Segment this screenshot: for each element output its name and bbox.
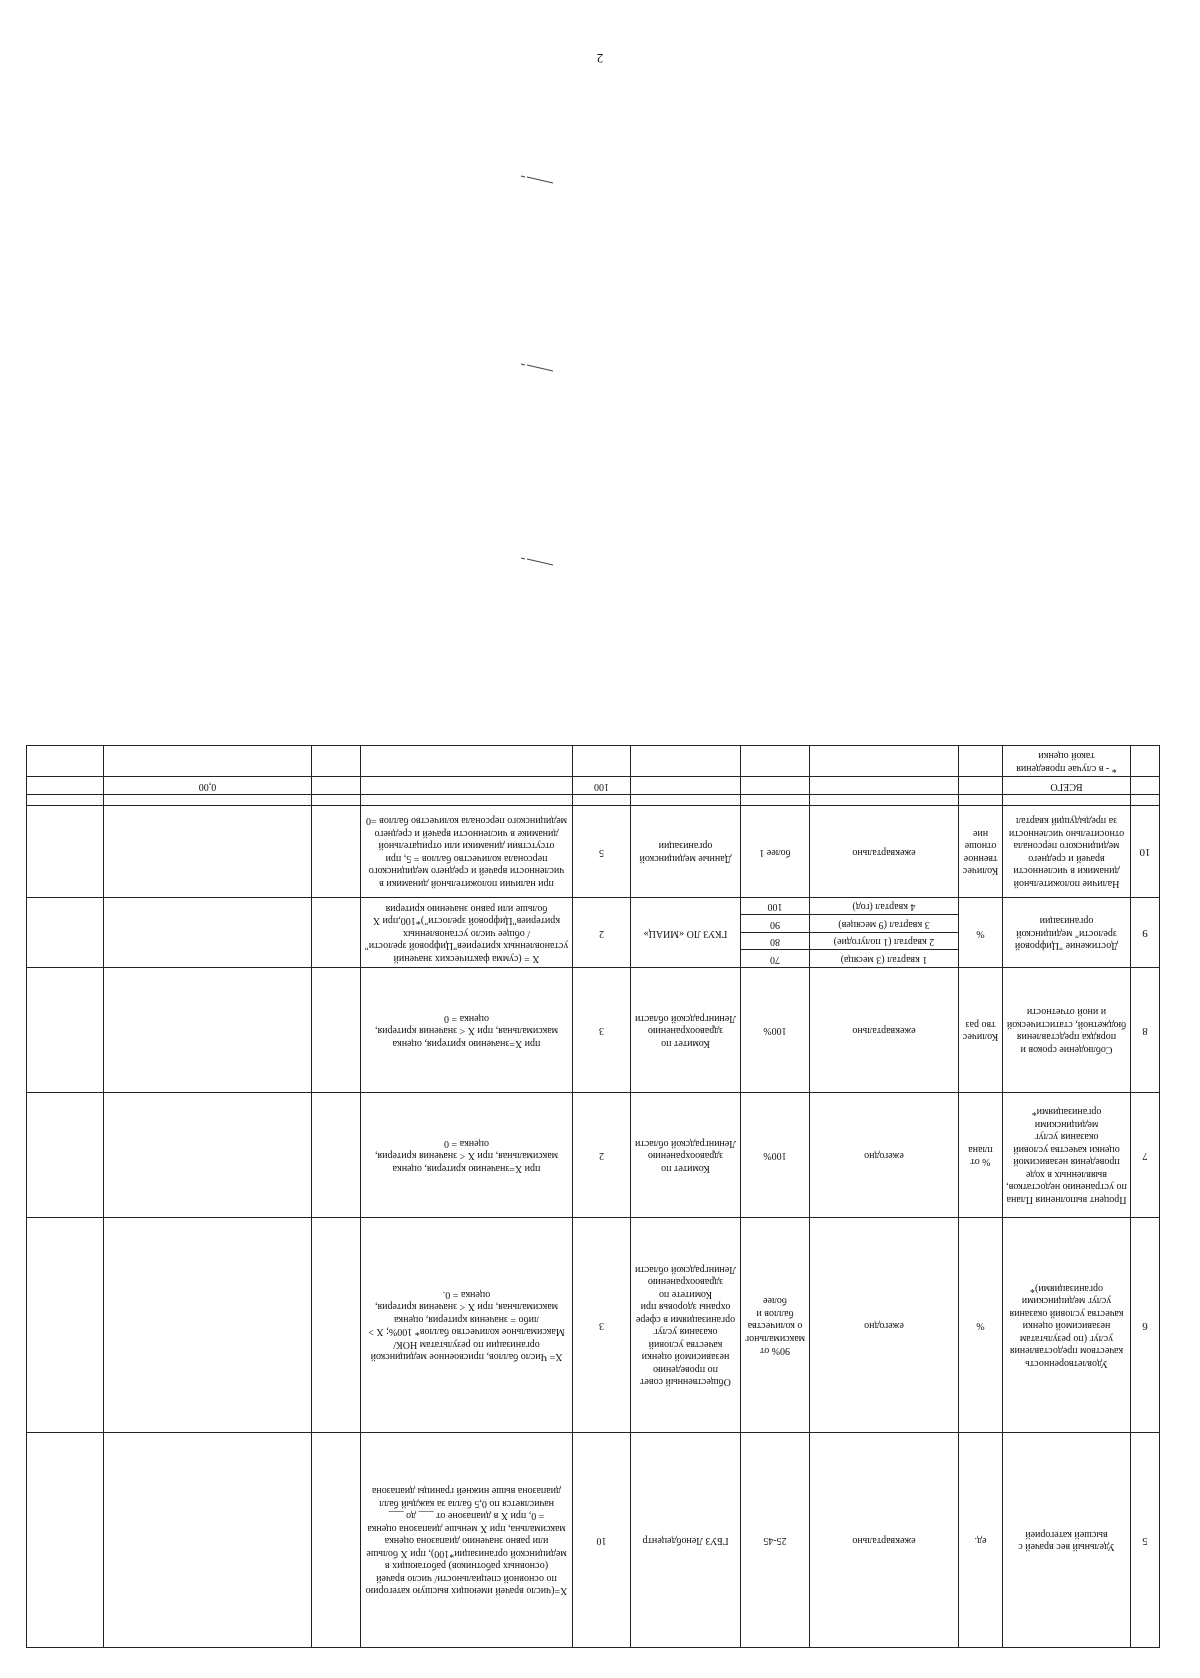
- row-number: 10: [1131, 806, 1160, 898]
- unit-cell: Количество раз: [959, 968, 1003, 1093]
- note-cell: [27, 898, 104, 968]
- actual-value-cell: [312, 1433, 361, 1648]
- max-score-cell: 3: [573, 1218, 631, 1433]
- footnote-row: [27, 746, 1160, 777]
- unit-cell: Количественное отношение: [959, 806, 1003, 898]
- period-cell: ежеквартально: [810, 1433, 959, 1648]
- note-cell: [27, 1093, 104, 1218]
- actual-value-cell: [312, 1218, 361, 1433]
- unit-cell: %: [959, 898, 1003, 968]
- criteria-table: [26, 746, 1160, 1649]
- data-source-cell: Общественный совет по проведению независимой оценки качества условий оказания услуг организациями в сфере охраны здоровья при Комитете по здравоохранению Ленинградской области: [631, 1218, 741, 1433]
- note-cell: [27, 968, 104, 1093]
- total-max-score: 100: [573, 777, 631, 795]
- score-cell: [104, 968, 312, 1093]
- calculation-method-cell: при X=значению критерия, оценка максимальная, при X < значения критерия, оценка = 0: [361, 1093, 573, 1218]
- max-score-cell: 10: [573, 1433, 631, 1648]
- table-row: [27, 795, 1160, 806]
- data-source-cell: Комитет по здравоохранению Ленинградской области: [631, 968, 741, 1093]
- data-source-cell: ГБУЗ Ленобдецентр: [631, 1433, 741, 1648]
- score-cell: [104, 1218, 312, 1433]
- target-value-cell: 100%: [741, 1093, 810, 1218]
- max-score-cell: 3: [573, 968, 631, 1093]
- criterion-name: Удельный вес врачей с высшей категорией: [1003, 1433, 1131, 1648]
- quarter-value: 90: [741, 915, 810, 933]
- table-row: [27, 950, 1160, 968]
- table-row: [27, 1433, 1160, 1648]
- total-score: 0,00: [104, 777, 312, 795]
- max-score-cell: 5: [573, 806, 631, 898]
- data-source-cell: Комитет по здравоохранению Ленинградской области: [631, 1093, 741, 1218]
- actual-value-cell: [312, 806, 361, 898]
- unit-cell: % от плана: [959, 1093, 1003, 1218]
- calculation-method-cell: при X=значению критерия, оценка максимальная, при X < значения критерия, оценка = 0: [361, 968, 573, 1093]
- period-cell: ежеквартально: [810, 968, 959, 1093]
- page-number: 2: [596, 51, 604, 66]
- table-row: [27, 1093, 1160, 1218]
- unit-cell: ед.: [959, 1433, 1003, 1648]
- calculation-method-cell: при наличии положительной динамики в численности врачей и среднего медицинского персонала количество баллов = 5, при отсутствии динамики или отрицательной динамике в численности врачей и среднего медицинского персонала количество баллов =0: [361, 806, 573, 898]
- data-source-cell: Данные медицинской организации: [631, 806, 741, 898]
- quarter-label: 1 квартал (3 месяца): [810, 950, 959, 968]
- note-cell: [27, 1433, 104, 1648]
- row-number: 9: [1131, 898, 1160, 968]
- pencil-mark: [519, 558, 555, 570]
- table-row: [27, 806, 1160, 898]
- criterion-name: Наличие положительной динамики в численности врачей и среднего медицинского персонала относительно численности за предыдущий квартал: [1003, 806, 1131, 898]
- target-value-cell: более 1: [741, 806, 810, 898]
- score-cell: [104, 806, 312, 898]
- total-label: ВСЕГО: [1003, 777, 1131, 795]
- calculation-method-cell: X = (сумма фактических значений установленных критериев"Цифровой зрелости" / общее число установленных критериев"Цифровой зрелости")*100,при X больше или равно значению критерия: [361, 898, 573, 968]
- row-number: 8: [1131, 968, 1160, 1093]
- calculation-method-cell: X= Число баллов, присвоенное медицинской организации по результатам НОК/Максимальное количество баллов* 100%; X > либо = значения критерия, оценка максимальная, при X < значения критерия, оценка = 0.: [361, 1218, 573, 1433]
- unit-cell: %: [959, 1218, 1003, 1433]
- score-cell: [104, 898, 312, 968]
- score-cell: [104, 1093, 312, 1218]
- pencil-mark: [519, 364, 555, 376]
- row-number: 7: [1131, 1093, 1160, 1218]
- quarter-label: 4 квартал (год): [810, 898, 959, 916]
- criterion-name: Удовлетворенность качеством предоставления услуг (по результатам независимой оценки качества условий оказания услуг медицинскими организациями)*: [1003, 1218, 1131, 1433]
- note-cell: [27, 1218, 104, 1433]
- criterion-name: Соблюдение сроков и порядка представления бюджетной, статистической и иной отчетности: [1003, 968, 1131, 1093]
- target-value-cell: 90% от максимального количества баллов и более: [741, 1218, 810, 1433]
- target-value-cell: 25-45: [741, 1433, 810, 1648]
- calculation-method-cell: X=(число врачей имеющих высшую категорию по основной специальности/ число врачей (основных работников) работающих в медицинской организации*100), при X больше или равно значению диапазона оценка максимальна, при X меньше диапазона оценка = 0, при X в диапазоне от ___ до ___ начисляется по 0,5 балла за каждый балл диапазона выше нижней границы диапазона: [361, 1433, 573, 1648]
- footnote: * - в случае проведения такой оценки: [1003, 746, 1131, 777]
- max-score-cell: 2: [573, 1093, 631, 1218]
- criterion-name: Процент выполнения Плана по устранению недостатков, выявленных в ходе проведения независимой оценки качества условий оказания услуг медицинскими организациями*: [1003, 1093, 1131, 1218]
- row-number: 5: [1131, 1433, 1160, 1648]
- period-cell: ежеквартально: [810, 806, 959, 898]
- score-cell: [104, 1433, 312, 1648]
- data-source-cell: ГКУЗ ЛО «МИАЦ»: [631, 898, 741, 968]
- actual-value-cell: [312, 968, 361, 1093]
- note-cell: [27, 806, 104, 898]
- table-row: [27, 1218, 1160, 1433]
- actual-value-cell: [312, 1093, 361, 1218]
- criterion-name: Достижение "Цифровой зрелости" медицинской организации: [1003, 898, 1131, 968]
- row-number: 6: [1131, 1218, 1160, 1433]
- pencil-mark: [519, 176, 555, 188]
- period-cell: ежегодно: [810, 1218, 959, 1433]
- period-cell: ежегодно: [810, 1093, 959, 1218]
- max-score-cell: 2: [573, 898, 631, 968]
- quarter-value: 80: [741, 933, 810, 951]
- quarter-value: 70: [741, 950, 810, 968]
- table-row: [27, 968, 1160, 1093]
- total-row: [27, 777, 1160, 795]
- quarter-label: 2 квартал (1 полугодие): [810, 933, 959, 951]
- quarter-value: 100: [741, 898, 810, 916]
- target-value-cell: 100%: [741, 968, 810, 1093]
- actual-value-cell: [312, 898, 361, 968]
- quarter-label: 3 квартал (9 месяцев): [810, 915, 959, 933]
